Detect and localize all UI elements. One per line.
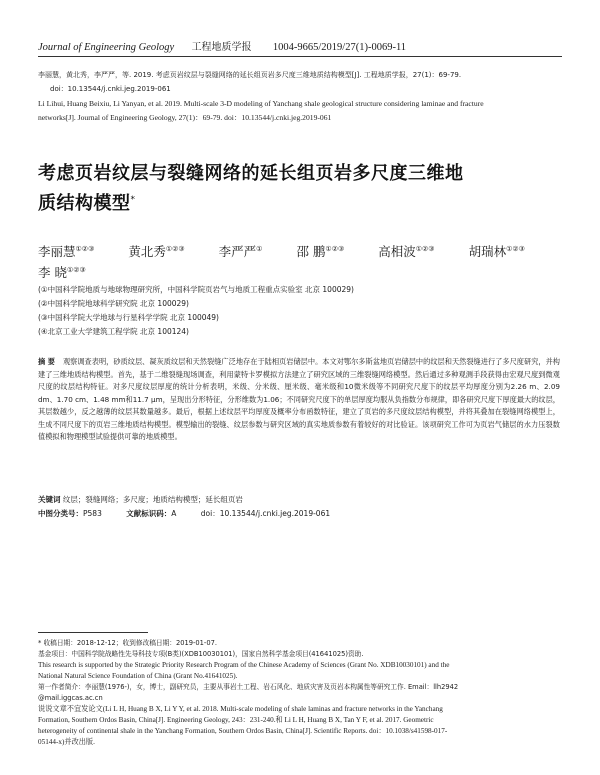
author [378, 240, 434, 261]
related-line-4: 05144-x)并改出版. [38, 738, 95, 746]
abstract-label: 摘 要 [38, 357, 55, 366]
keywords [38, 494, 560, 506]
author-affiliation-mark: ①②③ [165, 245, 185, 253]
fund-en-line-1: This research is supported by the Strategic Priority Research Program of the Chinese Academy of Sciences (Grant No. XDB10030101) and the [38, 661, 450, 669]
author-affiliation-mark: ①②③ [506, 245, 525, 253]
affiliation: (②中国科学院地球科学研究院 北京 100029) [38, 299, 189, 308]
author-name: 高相波 [378, 244, 416, 260]
author-bio-line-2: @mail.iggcas.ac.cn [38, 694, 103, 702]
author [38, 261, 86, 282]
related-line-2: Formation, Southern Ordos Basin, China[J]. Engineering Geology, 243：231-240.和 Li L H, Huang B X, Tan Y F, et al. 2017. Geometric [38, 716, 434, 724]
keywords-label: 关键词 [38, 495, 61, 504]
author-affiliation-mark: ①②③ [415, 245, 435, 253]
citation-cn-line-2: doi：10.13544/j.cnki.jeg.2019-061 [50, 85, 171, 93]
title-line-2 [38, 187, 560, 217]
doc-code-label: 文献标识码： [126, 509, 172, 518]
author [128, 240, 184, 261]
journal-name: Journal of Engineering Geology [38, 42, 175, 53]
classification-line [38, 508, 560, 520]
doi: doi：10.13544/j.cnki.jeg.2019-061 [200, 509, 331, 518]
running-header [38, 38, 562, 57]
title-line-1: 考虑页岩纹层与裂缝网络的延长组页岩多尺度三维地 [38, 163, 464, 184]
received-date: * 收稿日期：2018-12-12；收到修改稿日期：2019-01-07. [38, 639, 217, 647]
author-name: 黄北秀 [128, 244, 166, 260]
title-footnote-mark: * [130, 195, 136, 205]
author-name: 李严严 [218, 244, 257, 260]
citation-en-line-1: Li Lihui, Huang Beixiu, Li Yanyan, et al. 2019. Multi-scale 3-D modeling of Yanchang shale geological structure considering laminae and fracture [38, 99, 484, 108]
fund-cn: 基金项目：中国科学院战略性先导科技专项(B类)(XDB10030101)，国家自然科学基金项目(41641025)资助. [38, 650, 364, 658]
author-affiliation-mark: ①②③ [325, 245, 345, 253]
paper-title [38, 161, 560, 217]
clc-code: P583 [83, 509, 102, 518]
citation-cn-line-1: 李丽慧，黄北秀，李严严，等. 2019. 考虑页岩纹层与裂缝网络的延长组页岩多尺度三维地质结构模型[J]. 工程地质学报，27(1)：69-79. [38, 71, 462, 79]
affiliation: (①中国科学院地质与地球物理研究所，中国科学院页岩气与地质工程重点实验室 北京 100029) [38, 285, 354, 294]
journal-name-cn: 工程地质学报 [191, 42, 252, 53]
citation-en-line-2: networks[J]. Journal of Engineering Geology, 27(1)：69-79. doi：10.13544/j.cnki.jeg.2019-061 [38, 113, 332, 122]
author-affiliation-mark: ①②③ [75, 245, 95, 253]
doc-code: A [171, 509, 177, 518]
author-affiliation-mark: ①②③ [66, 266, 86, 275]
keywords-text: 纹层；裂缝网络；多尺度；地质结构模型；延长组页岩 [62, 495, 243, 504]
footnotes [38, 638, 560, 748]
author [38, 240, 94, 261]
issn-info: 1004-9665/2019/27(1)-0069-11 [272, 42, 407, 53]
author [469, 240, 525, 261]
related-line-1: 说说文章不宜发论文(Li L H, Huang B X, Li Y Y, et al. 2018. Multi-scale modeling of shale laminas and fracture networks in the Yanchang [38, 705, 443, 713]
fund-en-line-2: National Natural Science Foundation of China (Grant No.41641025). [38, 672, 238, 680]
author [296, 240, 344, 261]
author-name: 李 晓 [38, 265, 67, 281]
author-list [38, 240, 560, 282]
author [219, 240, 263, 261]
title-line-2-text: 质结构模型 [38, 193, 131, 214]
abstract-text: 观察调查表明，砂质纹层、凝灰质纹层和天然裂缝广泛地存在于陆相页岩储层中。本文对鄂尔多斯盆地页岩储层中的纹层和天然裂缝进行了多尺度研究，并构建了三维地质结构模型。首先，基于二维裂缝现场调查，利用蒙特卡罗模拟方法建立了研究区域的三维裂缝网络模型。然后通过多种观测手段获得由宏观尺度到微观尺度的纹层结构特征。对多尺度纹层厚度的统计分析表明，米级、分米级、厘米级、毫米级和10微米级等不同研究尺度下的纹层平均厚度分别为2.26 m、2.09 dm、1.70 cm、1.48 mm和11.7 μm，呈现出分形特征，分形维数为1.06；不同研究尺度下的单层厚度均服从负指数分布规律，即各研究尺度下厚度最大的纹层，其层数越少，反之越薄的纹层其数量越多。最后，根据上述纹层平均厚度及概率分布函数特征，建立了页岩的多尺度纹层结构模型，并将其叠加在裂缝网络模型上，生成不同尺度下的页岩三维地质结构模型。模型输出的裂缝、纹层参数与研究区域的真实地质参数有着较好的对比验证。该项研究工作可为页岩气储层的水力压裂数值模拟和物理模型试验提供可靠的地质模型。 [38, 357, 560, 441]
author-name: 李丽慧 [38, 244, 76, 260]
affiliation: (③中国科学院大学地球与行星科学学院 北京 100049) [38, 313, 219, 322]
affiliation: (④北京工业大学建筑工程学院 北京 100124) [38, 327, 189, 336]
clc-label: 中图分类号： [38, 509, 83, 518]
related-line-3: heterogeneity of continental shale in the Yanchang Formation, Southern Ordos Basin, China[J]. Scientific Reports. doi：10.1038/s41598-017- [38, 727, 448, 735]
footnote-rule [38, 632, 148, 633]
author-affiliation-mark: ① [256, 245, 263, 253]
author-bio-line-1: 第一作者简介：李丽慧(1976-)，女，博士，副研究员，主要从事岩土工程、岩石风化、地质灾害及页岩本构属性等研究工作. Email：llh2942 [38, 683, 459, 691]
abstract [38, 356, 560, 444]
affiliation-list [38, 283, 354, 339]
author-name: 邵 鹏 [296, 244, 326, 260]
author-name: 胡瑞林 [468, 244, 507, 260]
